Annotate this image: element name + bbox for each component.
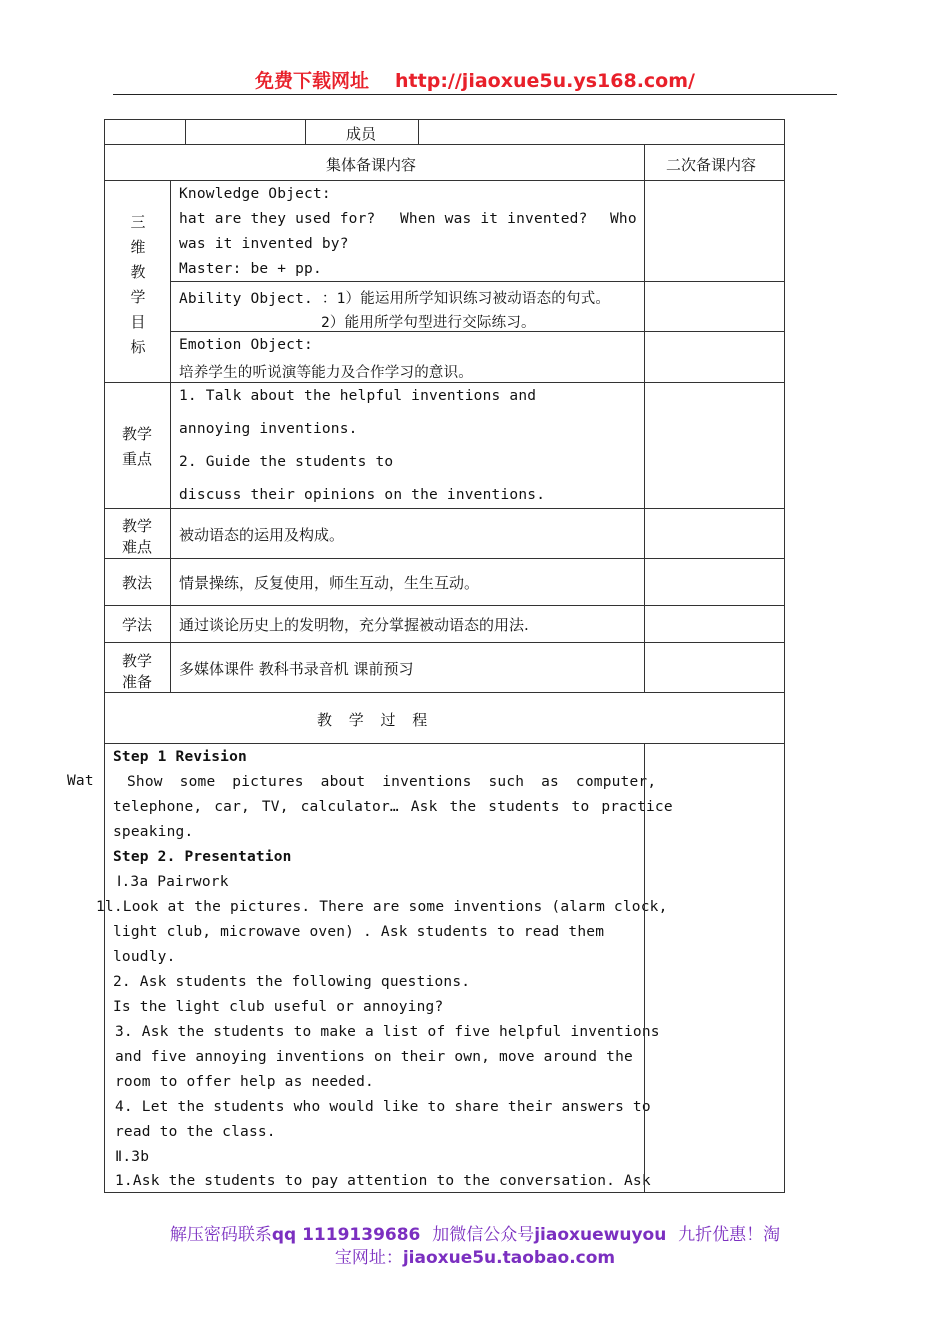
header-url-link[interactable]: http://jiaoxue5u.ys168.com/: [395, 70, 695, 92]
process-line: room to offer help as needed.: [115, 1074, 374, 1090]
key-points-cell: [170, 382, 645, 509]
method-text: 情景操练，反复使用，师生互动，生生互动。: [179, 574, 480, 592]
difficulties-label: 教学: [122, 517, 153, 535]
key-points-line: 1. Talk about the helpful inventions and: [179, 388, 537, 404]
members-label: 成员: [346, 125, 377, 143]
prep-secondary-cell: [644, 642, 785, 693]
goals-label-char: 标: [130, 338, 146, 356]
process-line: and five annoying inventions on their own, move around the: [115, 1049, 633, 1065]
footer-qq: qq 1119139686: [271, 1225, 421, 1245]
footer-discount: 九折优惠！淘: [678, 1225, 781, 1245]
header-label: 免费下载网址: [255, 70, 370, 92]
goals-label-char: 教: [130, 263, 146, 281]
process-line: Ⅰ.3a Pairwork: [117, 874, 229, 890]
ability-cell: [170, 281, 645, 332]
process-secondary-cell: [644, 743, 785, 1193]
difficulties-text: 被动语态的运用及构成。: [179, 526, 345, 544]
key-points-line: 2. Guide the students to: [179, 454, 394, 470]
prep-label: 准备: [122, 673, 153, 691]
goals-label-char: 目: [130, 313, 146, 331]
emotion-line: Emotion Object:: [179, 337, 313, 353]
process-line: speaking.: [113, 824, 194, 840]
key-points-label: 重点: [122, 450, 153, 468]
header-divider: [113, 94, 837, 95]
process-line: Ⅱ.3b: [115, 1149, 150, 1165]
prep-label-cell: [104, 642, 171, 693]
process-line: 1.Ask the students to pay attention to the conversation. Ask: [115, 1173, 651, 1189]
footer-line-2: [0, 1243, 950, 1268]
emotion-line: 培养学生的听说演等能力及合作学习的意识。: [179, 365, 473, 381]
process-line: read to the class.: [115, 1124, 276, 1140]
process-line: 2. Ask students the following questions.: [113, 974, 471, 990]
footer-wechat-id: jiaoxuewuyou: [534, 1225, 667, 1245]
secondary-heading-cell: [644, 144, 785, 181]
members-value-cell: [418, 119, 785, 145]
difficulties-label-cell: [104, 508, 171, 559]
collective-heading-cell: [104, 144, 645, 181]
knowledge-line: Who: [610, 211, 637, 227]
footer-wechat-label: 加微信公众号: [432, 1225, 535, 1245]
footer-contact-label: 解压密码联系: [169, 1225, 272, 1245]
method-secondary-cell: [644, 558, 785, 606]
key-points-line: annoying inventions.: [179, 421, 358, 437]
knowledge-line: Knowledge Object:: [179, 186, 331, 202]
ability-line: Ability Object. ：1）能运用所学知识练习被动语态的句式。: [179, 291, 611, 307]
process-line: loudly.: [113, 949, 176, 965]
goals-label-char: 维: [130, 238, 146, 256]
ability-secondary-cell: [644, 281, 785, 332]
emotion-cell: [170, 331, 645, 383]
goals-label-char: 三: [130, 213, 146, 231]
study-secondary-cell: [644, 605, 785, 643]
footer-shop-label: 宝网址：: [334, 1248, 403, 1268]
process-line: Is the light club useful or annoying?: [113, 999, 444, 1015]
emotion-secondary-cell: [644, 331, 785, 383]
process-title-cell: [104, 692, 785, 744]
knowledge-line: When was it invented?: [400, 211, 588, 227]
members-cell-1: [104, 119, 186, 145]
knowledge-secondary-cell: [644, 180, 785, 282]
knowledge-cell: [170, 180, 645, 282]
goals-label-char: 学: [130, 288, 146, 306]
ability-line: 2）能用所学句型进行交际练习。: [321, 315, 536, 331]
knowledge-line: hat are they used for?: [179, 211, 376, 227]
step2-title: Step 2. Presentation: [113, 849, 292, 865]
key-points-label-cell: [104, 382, 171, 509]
process-line: Show some pictures about inventions such as computer,: [127, 774, 657, 790]
prep-label: 教学: [122, 652, 153, 670]
process-body-cell: [96, 743, 673, 1193]
process-line: 4. Let the students who would like to share their answers to: [115, 1099, 651, 1115]
process-line: 1l.Look at the pictures. There are some inventions (alarm clock,: [96, 899, 668, 915]
process-line: 3. Ask the students to make a list of five helpful inventions: [115, 1024, 660, 1040]
knowledge-line: was it invented by?: [179, 236, 349, 252]
footer-shop-link[interactable]: jiaoxue5u.taobao.com: [402, 1248, 616, 1268]
process-line: telephone, car, TV, calculator… Ask the students to practice: [113, 799, 673, 815]
method-label: 教法: [122, 574, 153, 592]
goals-label-cell: [104, 180, 171, 383]
secondary-heading: 二次备课内容: [666, 156, 757, 174]
members-cell-2: [185, 119, 306, 145]
difficulties-cell: [170, 508, 645, 559]
method-cell: [170, 558, 645, 606]
page-header: [0, 66, 950, 93]
study-label: 学法: [122, 616, 153, 634]
step1-title: Step 1 Revision: [113, 749, 247, 765]
difficulties-secondary-cell: [644, 508, 785, 559]
method-label-cell: [104, 558, 171, 606]
key-points-line: discuss their opinions on the inventions.: [179, 487, 546, 503]
prep-cell: [170, 642, 645, 693]
prep-text: 多媒体课件 教科书录音机 课前预习: [179, 660, 414, 678]
difficulties-label: 难点: [122, 538, 153, 556]
key-points-label: 教学: [122, 425, 153, 443]
margin-word: Wat: [67, 773, 94, 789]
process-line: light club, microwave oven) . Ask students to read them: [113, 924, 605, 940]
process-title: 教 学 过 程: [317, 711, 434, 729]
footer-line-1: [0, 1220, 950, 1245]
key-points-secondary-cell: [644, 382, 785, 509]
study-text: 通过谈论历史上的发明物，充分掌握被动语态的用法.: [179, 616, 529, 634]
study-label-cell: [104, 605, 171, 643]
knowledge-line: Master: be + pp.: [179, 261, 322, 277]
members-label-cell: [305, 119, 419, 145]
collective-heading: 集体备课内容: [326, 156, 417, 174]
study-cell: [170, 605, 645, 643]
